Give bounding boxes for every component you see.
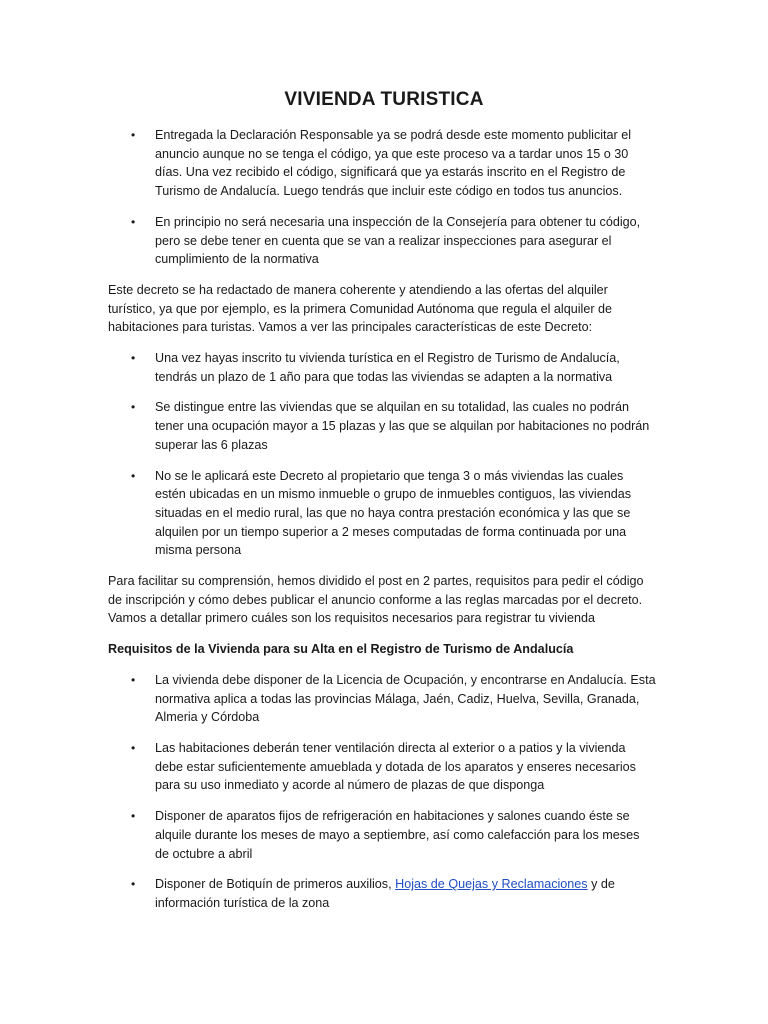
bullet-list-registration (108, 126, 656, 269)
list-item-text: Disponer de aparatos fijos de refrigeración en habitaciones y salones cuando éste se alquile durante los meses de mayo a septiembre, así como calefacción para los meses de octubre a abril (155, 809, 640, 861)
list-item-text: Se distingue entre las viviendas que se alquilan en su totalidad, las cuales no podrán tener una ocupación mayor a 15 plazas y las que se alquilan por habitaciones no podrán superar las 6 plazas (155, 400, 650, 452)
bullet-list-characteristics (108, 349, 656, 560)
section-heading: Requisitos de la Vivienda para su Alta en el Registro de Turismo de Andalucía (108, 642, 574, 657)
list-item (108, 126, 656, 201)
bullet-list-requirements (108, 671, 656, 913)
list-item (108, 739, 656, 795)
list-item-text: No se le aplicará este Decreto al propietario que tenga 3 o más viviendas las cuales estén ubicadas en un mismo inmueble o grupo de inmuebles contiguos, las viviendas situadas en el medio rural, las que no haya contra prestación económica y las que se alquilen por un tiempo superior a 2 meses computadas de forma continuada por una misma persona (155, 468, 632, 558)
list-item-text: La vivienda debe disponer de la Licencia de Ocupación, y encontrarse en Andalucía. Esta normativa aplica a todas las provincias Málaga, Jaén, Cadiz, Huelva, Sevilla, Granada, Almeria y Córdoba (155, 672, 656, 725)
list-item-text: Una vez hayas inscrito tu vivienda turística en el Registro de Turismo de Andalucía, tendrás un plazo de 1 año para que todas las viviendas se adapten a la normativa (155, 351, 620, 384)
list-item (108, 213, 656, 269)
paragraph-post-parts: Para facilitar su comprensión, hemos dividido el post en 2 partes, requisitos para pedir el código de inscripción y cómo debes publicar el anuncio conforme a las reglas marcadas por el decreto. Vamos a detallar primero cuáles son los requisitos necesarios para registrar tu vivienda (108, 574, 644, 626)
bullet-icon: • (131, 351, 136, 366)
list-item (108, 807, 656, 863)
text-after-link: y de información turística de la zona (155, 877, 615, 910)
list-item (108, 671, 656, 727)
complaints-forms-link[interactable]: Hojas de Quejas y Reclamaciones (395, 877, 588, 892)
list-item (108, 349, 656, 386)
list-item (108, 398, 656, 454)
bullet-icon: • (131, 740, 136, 755)
paragraph-decree: Este decreto se ha redactado de manera coherente y atendiendo a las ofertas del alquiler turístico, ya que por ejemplo, es la primera Comunidad Autónoma que regula el alquiler de habitaciones para turistas. Vamos a ver las principales características de este Decreto: (108, 282, 613, 335)
text-before-link: Disponer de Botiquín de primeros auxilios, (155, 877, 396, 892)
list-item-text: Las habitaciones deberán tener ventilación directa al exterior o a patios y la vivienda debe estar suficientemente amueblada y dotada de los aparatos y enseres necesarios para su uso inmediato y acorde al número de plazas de que disponga (155, 740, 636, 793)
bullet-icon: • (131, 809, 136, 824)
document-title: VIVIENDA TURISTICA (284, 89, 484, 110)
list-item (108, 875, 656, 912)
list-item-text (155, 877, 615, 910)
bullet-icon: • (131, 214, 136, 229)
list-item-text: Entregada la Declaración Responsable ya se podrá desde este momento publicitar el anuncio aunque no se tenga el código, ya que este proceso va a tardar unos 15 o 30 días. Una vez recibido el código, significará que ya estarás inscrito en el Registro de Turismo de Andalucía. Luego tendrás que incluir este código en todos tus anuncios. (155, 128, 632, 199)
bullet-icon: • (131, 877, 136, 892)
list-item-text: En principio no será necesaria una inspección de la Consejería para obtener tu código, pero se debe tener en cuenta que se van a realizar inspecciones para asegurar el cumplimiento de la normativa (155, 214, 641, 267)
bullet-icon: • (131, 128, 136, 142)
bullet-icon: • (131, 672, 136, 687)
bullet-icon: • (131, 468, 136, 483)
list-item (108, 467, 656, 561)
bullet-icon: • (131, 400, 136, 415)
document-body (108, 126, 656, 925)
